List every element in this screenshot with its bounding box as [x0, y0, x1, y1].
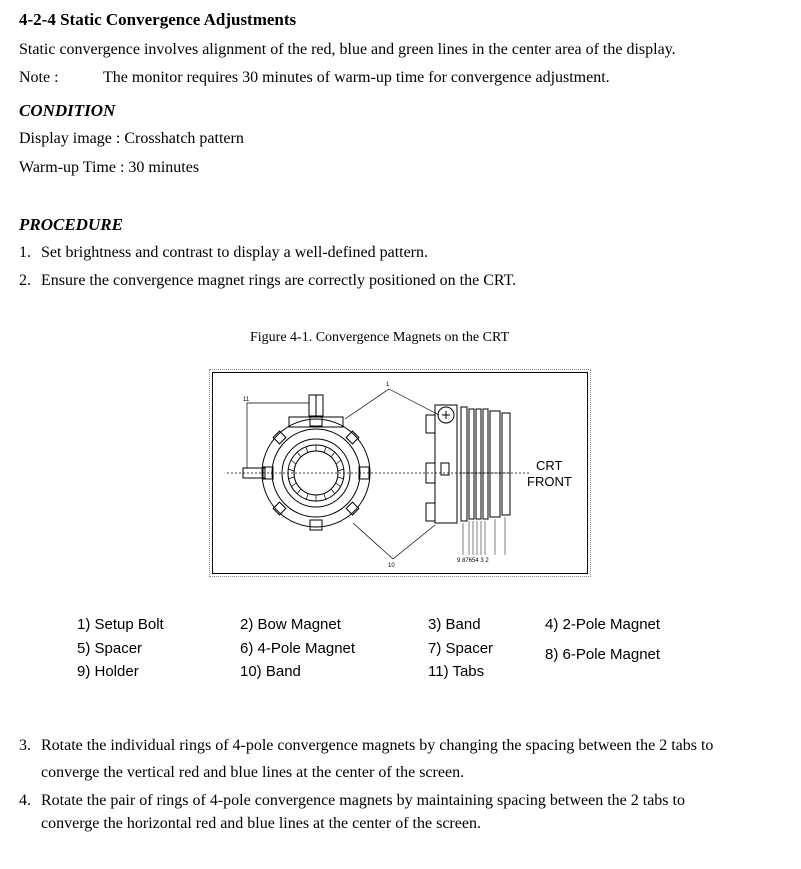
crt-label: CRT: [536, 458, 563, 473]
legend-item: 7) Spacer: [428, 640, 494, 657]
convergence-magnets-figure: [212, 372, 588, 574]
legend-item: 5) Spacer: [77, 640, 143, 657]
procedure-step-4: [19, 792, 685, 810]
legend-item: 9) Holder: [77, 663, 139, 680]
callout-1-label: 1: [386, 382, 390, 388]
legend-item: 11) Tabs: [428, 663, 485, 680]
step-number: 3.: [19, 737, 31, 754]
legend-item: 2) Bow Magnet: [240, 616, 341, 633]
condition-warmup: Warm-up Time : 30 minutes: [19, 159, 200, 176]
procedure-step-1: [19, 244, 428, 262]
intro-paragraph: Static convergence involves alignment of the red, blue and green lines in the center area of the display.: [19, 41, 676, 58]
legend-item: 4) 2-Pole Magnet: [545, 616, 661, 633]
step-text-line-1: Rotate the individual rings of 4-pole convergence magnets by changing the spacing between the 2 tabs to: [41, 737, 714, 754]
condition-display-image: Display image : Crosshatch pattern: [19, 130, 244, 147]
step-text-line-2: converge the vertical red and blue lines at the center of the screen.: [41, 764, 465, 781]
note-text: The monitor requires 30 minutes of warm-up time for convergence adjustment.: [103, 69, 610, 86]
front-label: FRONT: [527, 474, 572, 489]
step-text: Set brightness and contrast to display a well-defined pattern.: [41, 244, 429, 261]
step-number: 4.: [19, 792, 31, 809]
step-number: 2.: [19, 272, 31, 289]
callout-10-label: 10: [388, 563, 395, 569]
step-number: 1.: [19, 244, 31, 261]
procedure-heading: PROCEDURE: [19, 215, 123, 234]
ring-number-labels: 9 87654 3 2: [457, 558, 489, 564]
figure-caption: Figure 4-1. Convergence Magnets on the CRT: [250, 330, 510, 345]
step-text: Ensure the convergence magnet rings are correctly positioned on the CRT.: [41, 272, 517, 289]
step-text-line-2: converge the horizontal red and blue lines at the center of the screen.: [41, 815, 481, 832]
crt-neck-diagram: [213, 373, 587, 573]
legend-item: 1) Setup Bolt: [77, 616, 164, 633]
legend-item: 6) 4-Pole Magnet: [240, 640, 356, 657]
section-title: 4-2-4 Static Convergence Adjustments: [19, 10, 297, 29]
ring-assembly-side-view: [426, 405, 510, 523]
legend-item: 3) Band: [428, 616, 481, 633]
ring-leaders: [463, 517, 505, 555]
legend-item: 8) 6-Pole Magnet: [545, 646, 661, 663]
legend-item: 10) Band: [240, 663, 301, 680]
procedure-step-3: [19, 737, 713, 755]
note-label: Note :: [19, 69, 59, 86]
step-text-line-1: Rotate the pair of rings of 4-pole convergence magnets by maintaining spacing between the 2 tabs to: [41, 792, 685, 809]
condition-heading: CONDITION: [19, 101, 116, 120]
callout-11-label: 11: [243, 397, 250, 403]
procedure-step-2: [19, 272, 516, 290]
